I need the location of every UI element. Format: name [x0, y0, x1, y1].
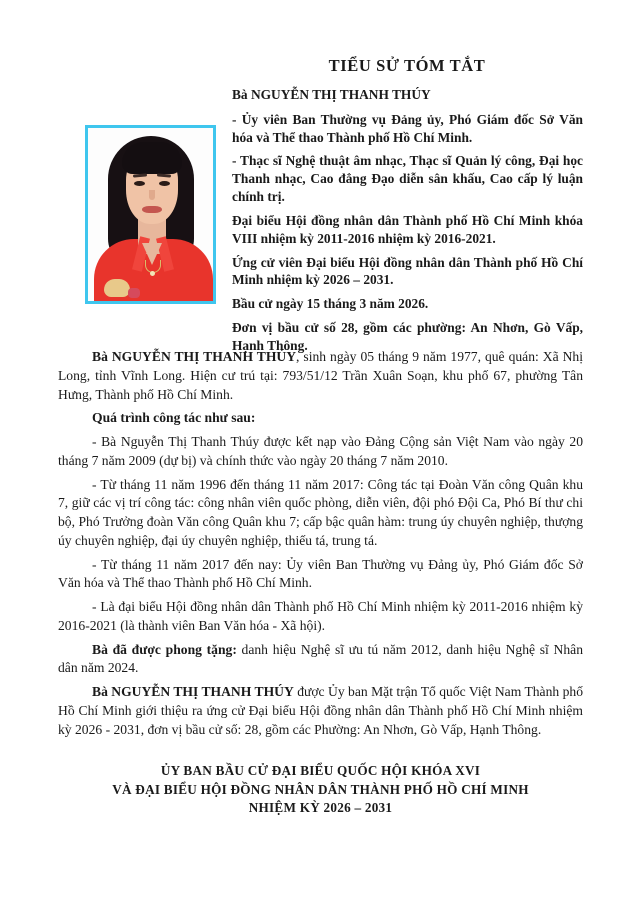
bio-intro-text: , sinh ngày 05 tháng 9 năm 1977, quê quán: Xã Nhị Long, tỉnh Vĩnh Long. Hiện cư trú tại: 793/51/12 Trần Xuân Soạn, khu phố 67, phường Tân Hưng, Thành phố Hồ Chí Minh.	[58, 349, 583, 402]
awards-text: danh hiệu Nghệ sĩ ưu tú năm 2012, danh hiệu Nghệ sĩ Nhân dân năm 2024.	[58, 641, 583, 676]
career-item-3: - Từ tháng 11 năm 2017 đến nay: Ủy viên Ban Thường vụ Đảng ủy, Phó Giám đốc Sở Văn hóa và Thể thao Thành phố Hồ Chí Minh.	[58, 556, 583, 591]
bio-name-bold: Bà NGUYỄN THỊ THANH THÚY	[92, 349, 297, 364]
career-item-2: - Từ tháng 11 năm 1996 đến tháng 11 năm 2017: Công tác tại Đoàn Văn công Quân khu 7, giữ các vị trí công tác: công nhân viên quốc phòng, diễn viên, đội phó Đội Ca, Phó Bí thư chi bộ, Phó Trưởng đoàn Văn công Quân khu 7; cấp bậc quân hàm: trung úy chuyên nghiệp, thượng úy chuyên nghiệp, đại úy chuyên nghiệp, thiếu tá, trung tá.	[58, 476, 583, 548]
portrait-image	[88, 128, 213, 301]
bio-intro-paragraph	[58, 348, 583, 404]
summary-delegate-history: Đại biểu Hội đồng nhân dân Thành phố Hồ Chí Minh khóa VIII nhiệm kỳ 2011-2016 nhiệm kỳ 2016-2021.	[232, 212, 583, 246]
awards-paragraph	[58, 641, 583, 679]
portrait-nose	[149, 190, 155, 200]
career-heading	[58, 409, 583, 428]
summary-electoral-district: Đơn vị bầu cử số 28, gồm các phường: An Nhơn, Gò Vấp, Hạnh Thông.	[232, 320, 583, 353]
biography-body	[58, 348, 583, 744]
career-heading-text: Quá trình công tác như sau:	[92, 410, 256, 426]
summary-name: Bà NGUYỄN THỊ THANH THÚY	[232, 87, 431, 102]
nomination-name-bold: Bà NGUYỄN THỊ THANH THÚY	[92, 684, 294, 699]
career-item-4: - Là đại biểu Hội đồng nhân dân Thành phố Hồ Chí Minh nhiệm kỳ 2011-2016 nhiệm kỳ 2016-2021 (là thành viên Ban Văn hóa - Xã hội).	[58, 599, 583, 633]
portrait-eye-left	[134, 181, 145, 186]
footer-block	[58, 762, 583, 818]
footer-line-3: NHIỆM KỲ 2026 – 2031	[248, 800, 393, 816]
portrait-lips	[142, 206, 162, 213]
summary-candidacy: Ứng cử viên Đại biểu Hội đồng nhân dân Thành phố Hồ Chí Minh nhiệm kỳ 2026 – 2031.	[232, 254, 583, 288]
portrait-hair-front	[122, 142, 182, 174]
portrait-brooch-accent	[128, 288, 140, 298]
portrait-brooch	[104, 279, 130, 297]
footer-line-2: VÀ ĐẠI BIỂU HỘI ĐỒNG NHÂN DÂN THÀNH PHỐ HỒ CHÍ MINH	[112, 781, 529, 797]
summary-election-date: Bầu cử ngày 15 tháng 3 năm 2026.	[232, 296, 429, 312]
portrait-eye-right	[159, 181, 170, 186]
career-item-1: - Bà Nguyễn Thị Thanh Thúy được kết nạp vào Đảng Cộng sản Việt Nam vào ngày 20 tháng 7 năm 2009 (dự bị) và chính thức vào ngày 20 tháng 7 năm 2010.	[58, 434, 583, 468]
awards-label: Bà đã được phong tặng:	[92, 641, 237, 657]
summary-education: - Thạc sĩ Nghệ thuật âm nhạc, Thạc sĩ Quản lý công, Đại học Thanh nhạc, Cao đẳng Đạo diễn sân khấu, Cao cấp lý luận chính trị.	[232, 153, 583, 205]
page-title: TIỂU SỬ TÓM TẮT	[328, 56, 486, 75]
portrait-pendant	[150, 271, 155, 276]
nomination-paragraph	[58, 683, 583, 739]
candidate-photo	[85, 125, 216, 304]
summary-block	[232, 86, 583, 361]
nomination-text: được Ủy ban Mặt trận Tổ quốc Việt Nam Thành phố Hồ Chí Minh giới thiệu ra ứng cử Đại biểu Hội đồng nhân dân Thành phố Hồ Chí Minh nhiệm kỳ 2026 - 2031, đơn vị bầu cử số: 28, gồm các Phường: An Nhơn, Gò Vấp, Hạnh Thông.	[58, 684, 583, 737]
summary-position: - Ủy viên Ban Thường vụ Đảng ủy, Phó Giám đốc Sở Văn hóa và Thể thao Thành phố Hồ Chí Minh.	[232, 111, 583, 145]
footer-line-1: ỦY BAN BẦU CỬ ĐẠI BIỂU QUỐC HỘI KHÓA XVI	[160, 763, 481, 778]
